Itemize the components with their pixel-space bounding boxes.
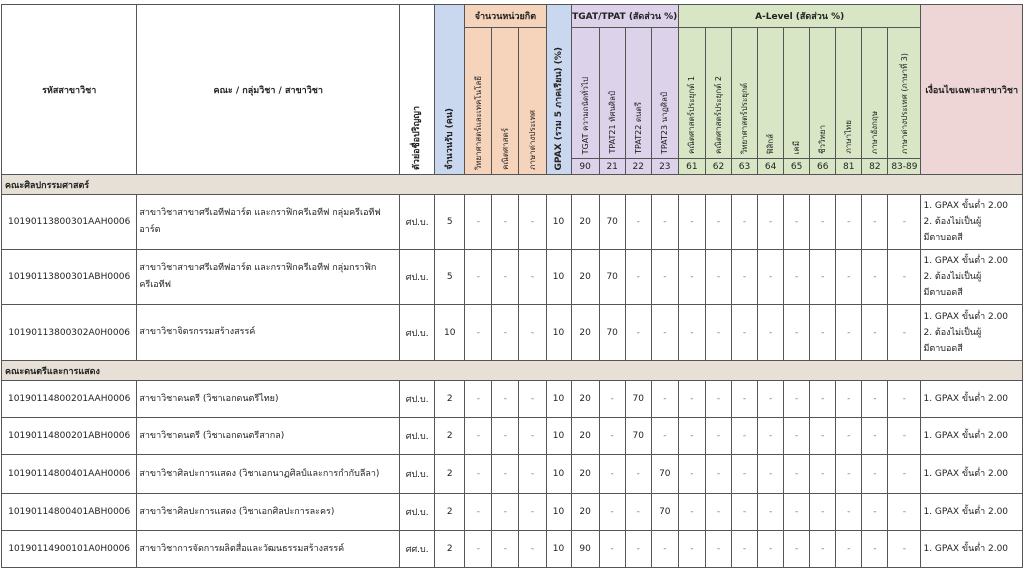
- alevel-value: -: [705, 455, 731, 494]
- tgat-value: -: [625, 305, 651, 361]
- alevel-value: -: [888, 195, 921, 250]
- table-row: [2, 195, 1023, 250]
- tgat-value: 20: [571, 250, 599, 305]
- tgat-value: 70: [625, 381, 651, 418]
- degree-abbr: ศป.บ.: [400, 455, 435, 494]
- header-alevel-7: [862, 28, 888, 159]
- tgat-value: -: [651, 531, 678, 568]
- condition-line: 2. ต้องไม่เป็นผู้: [923, 272, 982, 282]
- table-row: [2, 531, 1023, 568]
- alevel-value: -: [705, 305, 731, 361]
- alevel-value: -: [758, 531, 784, 568]
- credit-value: -: [465, 195, 492, 250]
- header-alevel-code-8: 83-89: [888, 159, 921, 175]
- credit-value: -: [519, 418, 546, 455]
- alevel-value: -: [810, 195, 836, 250]
- header-seats-label: จำนวนรับ (คน): [444, 108, 455, 170]
- condition-line: 1. GPAX ขั้นต่ำ 2.00: [923, 311, 1009, 322]
- credit-value: -: [492, 455, 519, 494]
- header-alevel-0-label: คณิตศาสตร์ประยุกต์ 1: [687, 76, 697, 154]
- alevel-value: -: [862, 418, 888, 455]
- header-alevel-group: A-Level (สัดส่วน %): [678, 5, 921, 28]
- credit-value: -: [519, 531, 546, 568]
- alevel-value: -: [705, 531, 731, 568]
- tgat-value: 20: [571, 418, 599, 455]
- header-alevel-4-label: เคมี: [792, 140, 802, 154]
- header-alevel-0: [678, 28, 705, 159]
- alevel-value: -: [678, 195, 705, 250]
- header-alevel-code-4: 65: [784, 159, 810, 175]
- seats-count: 2: [435, 381, 465, 418]
- alevel-value: -: [678, 418, 705, 455]
- seats-count: 2: [435, 455, 465, 494]
- tgat-value: 20: [571, 494, 599, 531]
- header-alevel-code-7: 82: [862, 159, 888, 175]
- degree-abbr: ศป.บ.: [400, 250, 435, 305]
- alevel-value: -: [810, 531, 836, 568]
- credit-value: -: [519, 305, 546, 361]
- alevel-value: -: [888, 305, 921, 361]
- header-tgat-3: [651, 28, 678, 159]
- table-row: [2, 494, 1023, 531]
- conditions-cell: [921, 381, 1023, 418]
- alevel-value: -: [678, 455, 705, 494]
- header-alevel-code-0: 61: [678, 159, 705, 175]
- header-tgat-group: TGAT/TPAT (สัดส่วน %): [571, 5, 678, 28]
- alevel-value: -: [758, 494, 784, 531]
- credit-value: -: [492, 305, 519, 361]
- header-credits-group: จำนวนหน่วยกิต: [465, 5, 546, 28]
- tgat-value: -: [651, 381, 678, 418]
- tgat-value: -: [599, 494, 625, 531]
- header-credit-sci: [465, 28, 492, 175]
- tgat-value: -: [599, 418, 625, 455]
- credit-value: -: [465, 531, 492, 568]
- condition-line: 1. GPAX ขั้นต่ำ 2.00: [923, 431, 1009, 441]
- table-row: [2, 305, 1023, 361]
- alevel-value: -: [836, 250, 862, 305]
- header-alevel-code-6: 81: [836, 159, 862, 175]
- credit-value: -: [492, 250, 519, 305]
- program-name: สาขาวิชาสาขาศรีเอทีฟอาร์ต และกราฟิกครีเอทีฟ กลุ่มกราฟิกครีเอทีฟ: [137, 250, 400, 305]
- tgat-value: -: [625, 531, 651, 568]
- credit-value: -: [465, 250, 492, 305]
- conditions-cell: [921, 455, 1023, 494]
- program-name: สาขาวิชาการจัดการผลิตสื่อและวัฒนธรรมสร้างสรรค์: [137, 531, 400, 568]
- alevel-value: -: [862, 195, 888, 250]
- tgat-value: 20: [571, 455, 599, 494]
- seats-count: 5: [435, 195, 465, 250]
- alevel-value: -: [758, 250, 784, 305]
- header-alevel-7-label: ภาษาอังกฤษ: [870, 110, 880, 154]
- seats-count: 10: [435, 305, 465, 361]
- alevel-value: -: [784, 381, 810, 418]
- program-name: สาขาวิชาสาขาศรีเอทีฟอาร์ต และกราฟิกครีเอทีฟ กลุ่มครีเอทีฟอาร์ต: [137, 195, 400, 250]
- tgat-value: -: [625, 195, 651, 250]
- program-name: สาขาวิชาดนตรี (วิชาเอกดนตรีสากล): [137, 418, 400, 455]
- header-tgat-0-label: TGAT ความถนัดทั่วไป: [580, 76, 590, 154]
- alevel-value: -: [862, 455, 888, 494]
- tgat-value: 70: [651, 455, 678, 494]
- header-alevel-1: [705, 28, 731, 159]
- alevel-value: -: [731, 455, 757, 494]
- tgat-value: -: [625, 250, 651, 305]
- header-code: รหัสสาขาวิชา: [2, 5, 137, 175]
- gpax-value: 10: [546, 531, 571, 568]
- alevel-value: -: [862, 494, 888, 531]
- alevel-value: -: [836, 381, 862, 418]
- header-alevel-code-5: 66: [810, 159, 836, 175]
- table-row: [2, 418, 1023, 455]
- alevel-value: -: [888, 494, 921, 531]
- header-alevel-3-label: ฟิสิกส์: [766, 133, 776, 154]
- tgat-value: 20: [571, 195, 599, 250]
- gpax-value: 10: [546, 250, 571, 305]
- seats-count: 2: [435, 531, 465, 568]
- header-alevel-8-label: ภาษาต่างประเทศ (ภาษาที่ 3): [899, 52, 909, 154]
- tgat-value: -: [599, 531, 625, 568]
- alevel-value: -: [836, 455, 862, 494]
- seats-count: 2: [435, 418, 465, 455]
- credit-value: -: [492, 494, 519, 531]
- tgat-value: 70: [599, 305, 625, 361]
- header-credit-math-label: คณิตศาสตร์: [500, 128, 510, 170]
- tgat-value: 70: [625, 418, 651, 455]
- program-name: สาขาวิชาจิตรกรรมสร้างสรรค์: [137, 305, 400, 361]
- gpax-value: 10: [546, 494, 571, 531]
- header-seats: [435, 5, 465, 175]
- table-row: [2, 381, 1023, 418]
- header-credit-lang-label: ภาษาต่างประเทศ: [527, 110, 537, 170]
- program-code: 10190113800301ABH0006: [2, 250, 137, 305]
- alevel-value: -: [678, 531, 705, 568]
- alevel-value: -: [758, 195, 784, 250]
- header-alevel-code-3: 64: [758, 159, 784, 175]
- conditions-cell: [921, 250, 1023, 305]
- tgat-value: 70: [599, 195, 625, 250]
- credit-value: -: [519, 381, 546, 418]
- table-row: [2, 250, 1023, 305]
- alevel-value: -: [810, 494, 836, 531]
- alevel-value: -: [888, 381, 921, 418]
- header-tgat-3-label: TPAT23 นาฏศิลป์: [660, 91, 670, 154]
- gpax-value: 10: [546, 455, 571, 494]
- conditions-cell: [921, 305, 1023, 361]
- header-faculty: คณะ / กลุ่มวิชา / สาขาวิชา: [137, 5, 400, 175]
- alevel-value: -: [888, 418, 921, 455]
- header-tgat-0: [571, 28, 599, 159]
- credit-value: -: [492, 531, 519, 568]
- tgat-value: -: [625, 494, 651, 531]
- credit-value: -: [465, 494, 492, 531]
- header-tgat-code-1: 21: [599, 159, 625, 175]
- alevel-value: -: [836, 305, 862, 361]
- gpax-value: 10: [546, 381, 571, 418]
- table-row: [2, 455, 1023, 494]
- alevel-value: -: [784, 250, 810, 305]
- degree-abbr: ศป.บ.: [400, 305, 435, 361]
- program-name: สาขาวิชาศิลปะการแสดง (วิชาเอกศิลปะการละคร): [137, 494, 400, 531]
- header-tgat-1-label: TPAT21 ทัศนศิลป์: [607, 91, 617, 154]
- header-credit-lang: [519, 28, 546, 175]
- program-code: 10190114800201AAH0006: [2, 381, 137, 418]
- alevel-value: -: [678, 305, 705, 361]
- alevel-value: -: [862, 531, 888, 568]
- alevel-value: -: [810, 250, 836, 305]
- header-degree: [400, 5, 435, 175]
- header-alevel-8: [888, 28, 921, 159]
- alevel-value: -: [810, 455, 836, 494]
- condition-line: มีตาบอดสี: [923, 343, 963, 354]
- degree-abbr: ศป.บ.: [400, 418, 435, 455]
- alevel-value: -: [810, 418, 836, 455]
- condition-line: มีตาบอดสี: [923, 288, 963, 298]
- alevel-value: -: [731, 418, 757, 455]
- section-title: คณะศิลปกรรมศาสตร์: [2, 175, 1023, 195]
- credit-value: -: [519, 494, 546, 531]
- alevel-value: -: [758, 455, 784, 494]
- alevel-value: -: [888, 250, 921, 305]
- header-gpax: [546, 5, 571, 175]
- gpax-value: 10: [546, 195, 571, 250]
- admission-table: [1, 4, 1023, 568]
- header-alevel-2-label: วิทยาศาสตร์ประยุกต์: [740, 82, 750, 154]
- header-tgat-2: [625, 28, 651, 159]
- alevel-value: -: [836, 531, 862, 568]
- program-code: 10190114800401ABH0006: [2, 494, 137, 531]
- credit-value: -: [519, 195, 546, 250]
- alevel-value: -: [784, 418, 810, 455]
- header-alevel-2: [731, 28, 757, 159]
- condition-line: 1. GPAX ขั้นต่ำ 2.00: [923, 469, 1009, 479]
- header-alevel-1-label: คณิตศาสตร์ประยุกต์ 2: [713, 76, 723, 154]
- header-alevel-4: [784, 28, 810, 159]
- header-conditions: เงื่อนไขเฉพาะสาขาวิชา: [921, 5, 1023, 175]
- conditions-cell: [921, 494, 1023, 531]
- gpax-value: 10: [546, 418, 571, 455]
- alevel-value: -: [836, 195, 862, 250]
- alevel-value: -: [784, 455, 810, 494]
- seats-count: 2: [435, 494, 465, 531]
- credit-value: -: [465, 455, 492, 494]
- header-credit-math: [492, 28, 519, 175]
- tgat-value: -: [651, 418, 678, 455]
- alevel-value: -: [731, 494, 757, 531]
- condition-line: 2. ต้องไม่เป็นผู้: [923, 217, 982, 227]
- alevel-value: -: [705, 381, 731, 418]
- condition-line: 1. GPAX ขั้นต่ำ 2.00: [923, 256, 1009, 266]
- tgat-value: 90: [571, 531, 599, 568]
- credit-value: -: [465, 305, 492, 361]
- condition-line: 1. GPAX ขั้นต่ำ 2.00: [923, 201, 1009, 211]
- alevel-value: -: [862, 305, 888, 361]
- header-tgat-code-3: 23: [651, 159, 678, 175]
- program-code: 10190114800401AAH0006: [2, 455, 137, 494]
- alevel-value: -: [678, 381, 705, 418]
- alevel-value: -: [810, 305, 836, 361]
- degree-abbr: ศป.บ.: [400, 195, 435, 250]
- tgat-value: -: [599, 455, 625, 494]
- credit-value: -: [492, 418, 519, 455]
- alevel-value: -: [705, 494, 731, 531]
- credit-value: -: [465, 381, 492, 418]
- condition-line: 2. ต้องไม่เป็นผู้: [923, 327, 982, 338]
- header-credit-sci-label: วิทยาศาสตร์และเทคโนโลยี: [473, 75, 483, 170]
- header-alevel-6-label: ภาษาไทย: [844, 120, 854, 154]
- alevel-value: -: [862, 381, 888, 418]
- alevel-value: -: [810, 381, 836, 418]
- tgat-value: -: [651, 195, 678, 250]
- conditions-cell: [921, 418, 1023, 455]
- header-alevel-6: [836, 28, 862, 159]
- alevel-value: -: [836, 418, 862, 455]
- tgat-value: 20: [571, 305, 599, 361]
- credit-value: -: [465, 418, 492, 455]
- tgat-value: -: [651, 305, 678, 361]
- conditions-cell: [921, 195, 1023, 250]
- conditions-cell: [921, 531, 1023, 568]
- alevel-value: -: [731, 305, 757, 361]
- tgat-value: -: [599, 381, 625, 418]
- alevel-value: -: [705, 250, 731, 305]
- alevel-value: -: [758, 305, 784, 361]
- tgat-value: -: [625, 455, 651, 494]
- alevel-value: -: [784, 494, 810, 531]
- alevel-value: -: [784, 305, 810, 361]
- credit-value: -: [519, 455, 546, 494]
- alevel-value: -: [784, 195, 810, 250]
- degree-abbr: ศศ.บ.: [400, 531, 435, 568]
- header-tgat-1: [599, 28, 625, 159]
- alevel-value: -: [705, 418, 731, 455]
- alevel-value: -: [731, 195, 757, 250]
- table-body: [2, 175, 1023, 568]
- alevel-value: -: [836, 494, 862, 531]
- degree-abbr: ศป.บ.: [400, 381, 435, 418]
- condition-line: 1. GPAX ขั้นต่ำ 2.00: [923, 544, 1009, 554]
- alevel-value: -: [731, 381, 757, 418]
- tgat-value: 70: [651, 494, 678, 531]
- header-degree-label: ตัวย่อชื่อปริญญา: [412, 105, 423, 170]
- alevel-value: -: [705, 195, 731, 250]
- alevel-value: -: [758, 418, 784, 455]
- program-name: สาขาวิชาศิลปะการแสดง (วิชาเอกนาฏศิลป์และการกำกับลีลา): [137, 455, 400, 494]
- credit-value: -: [492, 381, 519, 418]
- alevel-value: -: [784, 531, 810, 568]
- tgat-value: -: [651, 250, 678, 305]
- header-alevel-code-1: 62: [705, 159, 731, 175]
- alevel-value: -: [758, 381, 784, 418]
- header-gpax-label: GPAX (รวม 5 ภาคเรียน) (%): [553, 46, 564, 170]
- degree-abbr: ศป.บ.: [400, 494, 435, 531]
- tgat-value: 20: [571, 381, 599, 418]
- header-alevel-code-2: 63: [731, 159, 757, 175]
- seats-count: 5: [435, 250, 465, 305]
- section-title: คณะดนตรีและการแสดง: [2, 361, 1023, 381]
- program-code: 10190113800302A0H0006: [2, 305, 137, 361]
- program-code: 10190114900101A0H0006: [2, 531, 137, 568]
- tgat-value: 70: [599, 250, 625, 305]
- alevel-value: -: [678, 494, 705, 531]
- credit-value: -: [492, 195, 519, 250]
- condition-line: 1. GPAX ขั้นต่ำ 2.00: [923, 507, 1009, 517]
- header-tgat-code-2: 22: [625, 159, 651, 175]
- header-tgat-code-0: 90: [571, 159, 599, 175]
- credit-value: -: [519, 250, 546, 305]
- alevel-value: -: [678, 250, 705, 305]
- alevel-value: -: [888, 531, 921, 568]
- condition-line: มีตาบอดสี: [923, 233, 963, 243]
- condition-line: 1. GPAX ขั้นต่ำ 2.00: [923, 394, 1009, 404]
- alevel-value: -: [731, 531, 757, 568]
- header-tgat-2-label: TPAT22 ดนตรี: [633, 102, 643, 154]
- program-code: 10190113800301AAH0006: [2, 195, 137, 250]
- header-alevel-5: [810, 28, 836, 159]
- header-alevel-5-label: ชีววิทยา: [818, 125, 828, 154]
- gpax-value: 10: [546, 305, 571, 361]
- alevel-value: -: [862, 250, 888, 305]
- header-alevel-3: [758, 28, 784, 159]
- alevel-value: -: [888, 455, 921, 494]
- alevel-value: -: [731, 250, 757, 305]
- program-code: 10190114800201ABH0006: [2, 418, 137, 455]
- program-name: สาขาวิชาดนตรี (วิชาเอกดนตรีไทย): [137, 381, 400, 418]
